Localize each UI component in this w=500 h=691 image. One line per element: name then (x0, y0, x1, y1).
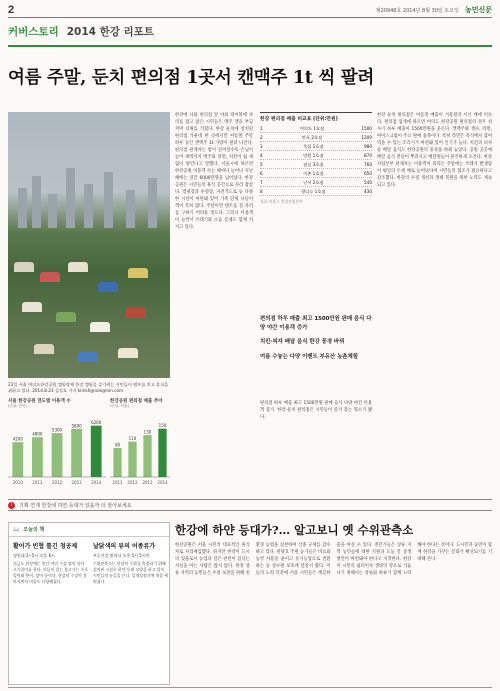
sidebar-item-body: 지금도 한강에는 민간 어민 수십 명이 남아 고기잡이를 한다. 이들이 잡는 물고기는 주로 잉어와 붕어, 장어 등이다. 한강의 수질이 좋아지면서 어종도 다양해졌다. (13, 561, 89, 584)
table-cell-name: 이촌 1호점 (303, 171, 324, 176)
book-icon: 📖 (13, 526, 20, 533)
sidebar-item (93, 543, 169, 585)
sales-chart (110, 398, 170, 494)
chart-title: 서울 한강공원 연도별 이용객 수 (8, 399, 71, 404)
chart-tick-label: 2013 (142, 480, 153, 485)
chart-bar (143, 435, 151, 477)
chart-tick-label: 2011 (32, 480, 43, 485)
table-cell-rank: 5 (260, 162, 263, 167)
sidebar-item-meta: 부루키강 팔치다 오후 5시 5시반 (93, 553, 150, 558)
chart-unit: (단위: 억원) (110, 404, 130, 408)
charts-area (8, 398, 170, 494)
table-row (260, 178, 372, 187)
table-cell-value: 980 (363, 144, 372, 149)
section-subtitle: 2014 한강 리포트 (66, 26, 154, 38)
chart-tick-label: 2014 (91, 480, 102, 485)
photo-caption: 23일 서울 여의도한강공원 캠핑장에 한강 캠핑을 즐기려는 시민들이 텐트를 치고 휴식을 취하고 있다. 2014.8.23 김성호 기자 kimsh@nongmin.com (8, 382, 169, 393)
sales-table (260, 112, 372, 312)
chart-value-label: 150 (158, 423, 167, 429)
pull-quote: 치킨·피자 배달 음식 한강 풍경 바꿔 (260, 339, 345, 345)
sidebar-item-meta: 정원대 2~5시 오후 6시 (13, 553, 55, 558)
info-icon: i (8, 502, 15, 509)
table-cell-name: 잠실 3호점 (303, 162, 324, 167)
table-cell-value: 650 (363, 171, 372, 176)
table-row (260, 124, 372, 133)
section-title (8, 24, 154, 39)
chart-bar (52, 433, 63, 477)
sidebar-box (8, 522, 170, 685)
chart-title: 한강공원 편의점 매출 추이 (110, 399, 163, 404)
table-row (260, 151, 372, 160)
sidebar-header: 오늘의 책 (23, 527, 45, 533)
chart-bar (113, 448, 121, 477)
table-cell-value: 1500 (361, 126, 372, 131)
camping-photo (8, 112, 170, 378)
table-row (260, 142, 372, 151)
table-row (260, 169, 372, 178)
sidebar-item-title: 날닭색의 뷰의 어종류가 (93, 543, 156, 550)
chart-value-label: 110 (128, 436, 137, 442)
table-cell-rank: 4 (260, 153, 263, 158)
article-column-3: 한강 둔치 편의점은 여름철 매출이 겨울철의 서너 배에 이른다. 편의점 업계에 따르면 여의도 한강공원 편의점의 경우 성수기 하루 매출이 1500만원을 웃돈다. 캔맥주와 생수, 라면, 아이스크림이 주요 판매 품목이다. 특히 라면은 즉석에서 끓여 먹을 수 있는 조리기가 마련돼 있어 인기가 높다. 치킨과 피자 등 배달 음식도 한강공원의 풍경을 바꿔 놓았다. 공원 곳곳에 배달 음식 전단이 뿌려지고 배달원들이 분주하게 오간다. 한강사업본부 관계자는 이용객이 몰리는 주말에는 쓰레기 발생량이 평일의 두세 배로 늘어난다며 시민들의 협조가 필요하다고 강조했다. 한강의 수질 개선과 생태 복원을 위한 노력도 계속되고 있다. (377, 113, 492, 188)
table-cell-value: 1200 (361, 135, 372, 140)
chart-bar (158, 429, 166, 477)
table-cell-rank: 6 (260, 171, 263, 176)
series-notice (8, 499, 492, 511)
table-cell-rank: 1 (260, 126, 263, 131)
table-cell-name: 여의도 1호점 (299, 126, 325, 131)
lower-article-body: 한강공원은 서울 시민의 대표적인 휴식처로 자리매김했다. 하지만 한강이 도시의 젖줄로서 농업과 깊은 관련이 있다는 사실을 아는 사람은 많지 않다. 한강 상류 지역의 농민들은 수질 보전을 위해 친환경 농법을 실천하며 각종 규제를 감수하고 있다. 팔당호 주변 농가들은 비료와 농약 사용을 줄이고 유기농업으로 전환하는 등 상수원 보호에 앞장서 왔다. 이들의 노력 덕분에 서울 시민들은 깨끗한 물을 마실 수 있다. 전문가들은 상류 지역 농민들에 대한 지원과 도농 간 상생 방안이 마련돼야 한다고 지적한다. 한강이 시민의 쉼터이자 생명의 강으로 거듭나기 위해서는 상류와 하류가 함께 노력해야 한다는 것이다. 도시민과 농민이 함께 한강을 가꾸는 문화가 확산되기를 기대해 본다. (175, 543, 492, 576)
chart-value-label: 90 (114, 442, 121, 448)
footer-rule (8, 687, 492, 688)
chart-bar (12, 442, 23, 477)
chart-tick-label: 2013 (71, 480, 82, 485)
table-cell-rank: 2 (260, 135, 263, 140)
table-cell-name: 망원 1호점 (303, 153, 324, 158)
table-cell-value: 760 (363, 162, 372, 167)
section-category: 커버스토리 (8, 26, 59, 38)
main-headline: 여름 주말, 둔치 편의점 1곳서 캔맥주 1t 씩 팔려 (8, 68, 374, 88)
chart-value-label: 130 (143, 429, 152, 435)
chart-value-label: 5800 (71, 423, 82, 429)
table-cell-value: 540 (363, 180, 372, 185)
chart-bar (32, 437, 43, 477)
table-row (260, 160, 372, 169)
page-number: 2 (8, 4, 15, 16)
newspaper-logo: 농민신문 (464, 6, 492, 14)
chart-tick-label: 2012 (51, 480, 63, 485)
table-cell-name: 뚝섬 1호점 (303, 144, 324, 149)
table-source: 자료:서울시 한강사업본부 (260, 199, 303, 204)
header-rule (8, 17, 492, 18)
sidebar-item-title: 활어가 빈협 틀긴 청공제 (13, 543, 78, 550)
chart-bar (91, 426, 102, 477)
table-row (260, 133, 372, 142)
page-header (8, 4, 492, 16)
table-cell-name: 반포 2호점 (301, 135, 323, 140)
chart-tick-label: 2010 (12, 480, 23, 485)
chart-bar (128, 442, 136, 477)
visitors-chart (8, 398, 106, 494)
chart-value-label: 6200 (91, 420, 102, 426)
table-cell-name: 난지 2호점 (303, 180, 324, 185)
chart-tick-label: 2012 (127, 480, 138, 485)
chart-svg (8, 409, 106, 487)
pull-quote: 여름 수놓는 다양 이벤트 부유산 농촌체험 (260, 353, 358, 360)
sidebar-item (13, 543, 89, 585)
chart-tick-label: 2014 (157, 480, 168, 485)
chart-svg (110, 409, 170, 487)
table-cell-rank: 7 (260, 180, 263, 185)
table-cell-value: 430 (364, 189, 372, 194)
sidebar-item-body: 수위관측소는 한강의 수위를 측정하기 위해 설치된 시설로 하얀 등대 모양을 하고 있어 시민들의 눈길을 끈다. 일제강점기에 처음 세워졌다. (93, 561, 169, 584)
pull-quote: 편의점 하루 매출 최고 1500만원 판매 음식 다양 야간 이용객 증가 (260, 316, 372, 331)
section-rule (8, 45, 492, 47)
chart-value-label: 4200 (12, 436, 23, 442)
chart-value-label: 4800 (32, 431, 43, 437)
chart-value-label: 5300 (51, 427, 63, 433)
pull-quotes (260, 315, 372, 367)
table-title: 한강 편의점 매출 비교표 (단위:만원) (260, 117, 338, 122)
chart-unit: (단위: 만명) (8, 404, 28, 408)
notice-text: 기획 연재 한강에 하얀 등대가 있을까 더 알아보세요 (19, 502, 132, 509)
table-cell-rank: 3 (260, 144, 263, 149)
table-cell-rank: 8 (260, 189, 263, 194)
chart-bar (71, 429, 82, 477)
table-body (260, 124, 372, 196)
table-cell-value: 870 (363, 153, 372, 158)
table-cell-name: 광나루 1호점 (301, 189, 326, 194)
table-row (260, 187, 372, 196)
article-column-2: 편의점 하루 매출 최고 1500만원 판매 음식 다양 야간 이용객 증가. 한강 둔치 편의점은 시민들이 즐겨 찾는 명소가 됐다. (260, 401, 372, 420)
chart-tick-label: 2011 (112, 480, 123, 485)
secondary-headline: 한강에 하얀 등대가?… 알고보니 옛 수위관측소 (175, 523, 414, 537)
issue-meta: 제20948호 2014년 8월 30일 토요일 (375, 7, 459, 14)
article-column-1: 한강에 나와 편의점 앞 야외 테이블에 자리를 잡고 앉은 시민들은 맥주 캔을 부딪치며 더위를 식혔다. 한강 둔치에 설치된 편의점 가운데 한 곳에서만 여름철 주말 하루 동안 캔맥주 1t 가량이 팔려 나간다. 편의점 관계자는 밤이 깊어질수록 손님이 늘어 새벽까지 맥주와 라면, 치킨이 쉴 새 없이 팔린다고 말했다. 서울시에 따르면 한강공원 이용객 수는 해마다 늘어나 지난해에는 연간 6000만명을 넘어섰다. 한강공원은 시민들의 휴식 공간으로 자리 잡았다. 캠핑장과 수영장, 자전거도로 등 다양한 시설이 마련돼 있어 가족 단위 나들이객이 특히 많다. 주말이면 텐트를 칠 자리를 구하기 어려울 정도다. 그러나 이용객이 늘면서 쓰레기와 소음 문제도 함께 커지고 있다. (175, 113, 253, 230)
